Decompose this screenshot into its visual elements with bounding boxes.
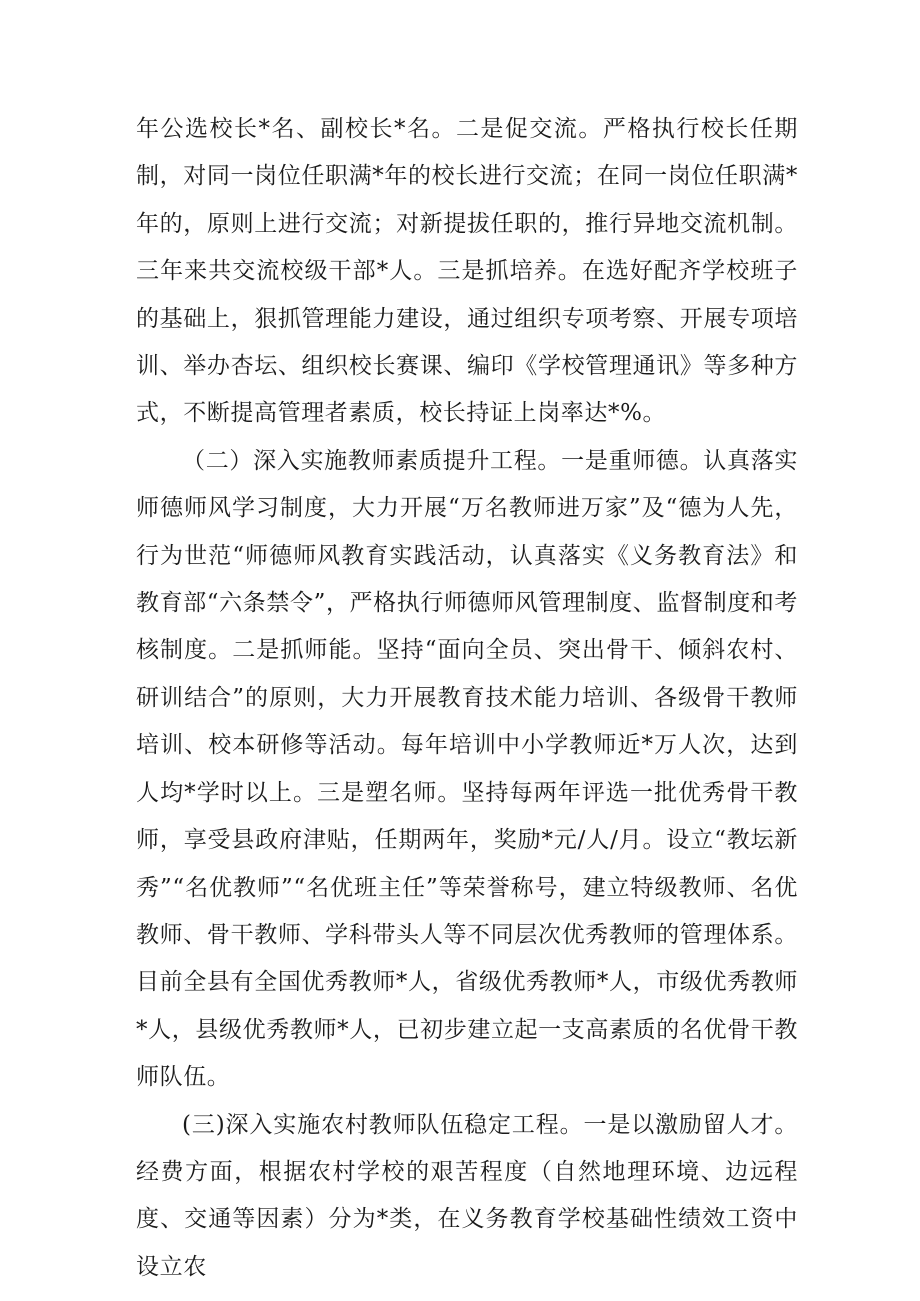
- paragraph-rural-teachers: (三)深入实施农村教师队伍稳定工程。一是以激励留人才。经费方面，根据农村学校的艰苦程度（自然地理环境、边远程度、交通等因素）分为*类，在义务教育学校基础性绩效工资中设立农: [136, 1111, 798, 1280]
- paragraph-teacher-quality: （二）深入实施教师素质提升工程。一是重师德。认真落实师德师风学习制度，大力开展“万名教师进万家”及“德为人先，行为世范“师德师风教育实践活动，认真落实《义务教育法》和教育部“六条禁令”，严格执行师德师风管理制度、监督制度和考核制度。二是抓师能。坚持“面向全员、突出骨干、倾斜农村、研训结合”的原则，大力开展教育技术能力培训、各级骨干教师培训、校本研修等活动。每年培训中小学教师近*万人次，达到人均*学时以上。三是塑名师。坚持每两年评选一批优秀骨干教师，享受县政府津贴，任期两年，奖励*元/人/月。设立“教坛新秀”“名优教师”“名优班主任”等荣誉称号，建立特级教师、名优教师、骨干教师、学科带头人等不同层次优秀教师的管理体系。目前全县有全国优秀教师*人，省级优秀教师*人，市级优秀教师*人，县级优秀教师*人，已初步建立起一支高素质的名优骨干教师队伍。: [136, 447, 798, 1091]
- document-page: [136, 106, 798, 1291]
- paragraph-principal-selection: 年公选校长*名、副校长*名。二是促交流。严格执行校长任期制，对同一岗位任职满*年的校长进行交流；在同一岗位任职满*年的，原则上进行交流；对新提拔任职的，推行异地交流机制。三年来共交流校级干部*人。三是抓培养。在选好配齐学校班子的基础上，狠抓管理能力建设，通过组织专项考察、开展专项培训、举办杏坛、组织校长赛课、编印《学校管理通讯》等多种方式，不断提高管理者素质，校长持证上岗率达*%。: [136, 116, 798, 427]
